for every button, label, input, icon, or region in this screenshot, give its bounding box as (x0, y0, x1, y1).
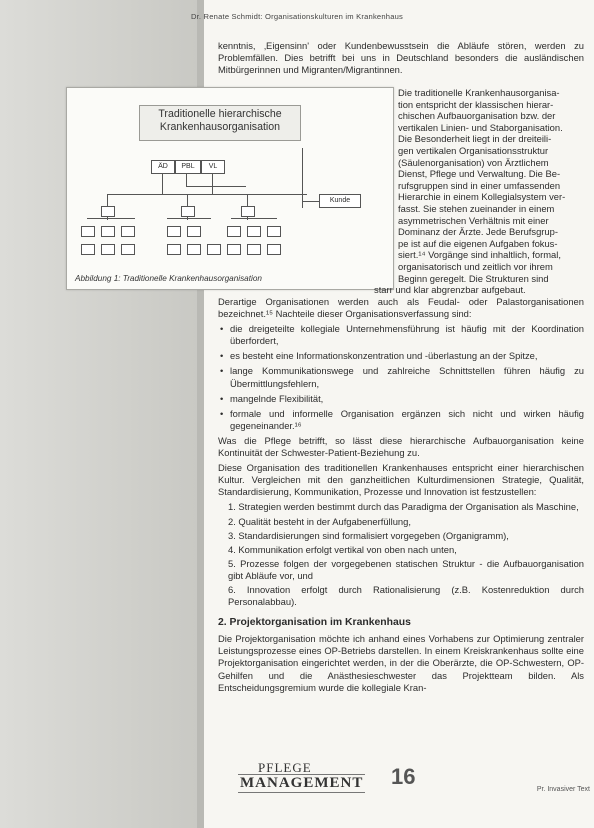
connector (212, 186, 213, 194)
arrow-line (303, 201, 319, 202)
figure-title: Traditionelle hierarchische Krankenhausorganisation (139, 105, 301, 141)
page-footer (238, 760, 594, 810)
figure-org-chart (66, 87, 394, 290)
list-item: 4. Kommunikation erfolgt vertikal von oben nach unten, (228, 543, 457, 555)
culture-list (218, 501, 584, 608)
org-box-low (247, 226, 261, 237)
text-line: fasst. Sie stehen zueinander in einem (398, 202, 555, 214)
connector (302, 148, 303, 208)
connector (107, 194, 307, 195)
connector (107, 194, 108, 206)
org-box-bottom (167, 244, 181, 255)
text-line: vertikalen Linien- und Staborganisation. (398, 121, 563, 133)
paragraph: Diese Organisation des traditionellen Krankenhauses entspricht einer hierarchischen Kultur. Vergleichen mit den ganzheitlichen Kulturdimensionen Strategie, Qualität, Standardisierung, Kommunikation, Prozesse und Innovation ist festzustellen: (218, 462, 584, 498)
connector (247, 194, 248, 206)
paragraph: Die Projektorganisation möchte ich anhand eines Vorhabens zur Optimierung zentraler Leistungsprozesse eines OP-Betriebs darstellen. In einem Kreiskrankenhaus sollte eine Projektorganisation eingerichtet werden, in der die Oberärzte, die OP-Schwestern, OP-Gehilfen und die Anästhesieschwester das Projektteam bilden. Als Entscheidungsgremium wurde die kollegiale Kran- (218, 633, 584, 693)
text-line: gen vertikalen Organisationsstruktur (398, 144, 549, 156)
list-item: 1. Strategien werden bestimmt durch das Paradigma der Organisation als Maschine, (228, 501, 579, 513)
text-line: starr und klar abgrenzbar aufgebaut. (374, 284, 526, 296)
text-line: Die Besonderheit liegt in der dreiteili- (398, 133, 552, 145)
text-line: rufsgruppen sind in einer umfassenden (398, 179, 561, 191)
connector (167, 218, 211, 219)
list-item: • formale und informelle Organisation ergänzen sich nicht und wirken häufig gegeneinander.¹⁶ (218, 408, 584, 432)
org-box-bottom (121, 244, 135, 255)
connector (186, 174, 187, 186)
connector (87, 218, 135, 219)
text-line: Die traditionelle Krankenhausorganisa- (398, 87, 560, 98)
list-item: • die dreigeteilte kollegiale Unternehmensführung ist häufig mit der Koordination überfordert, (218, 323, 584, 347)
text-line: pe ist auf die eigenen Aufgaben fokus- (398, 237, 558, 249)
org-box-vl: VL (201, 160, 225, 174)
text-line: tion entspricht der klassischen hierar- (398, 98, 554, 110)
text-line: Dominanz der Ärzte. Jede Berufsgrup- (398, 226, 558, 238)
text-line: organisatorisch und zeitlich vor ihrem (398, 260, 553, 272)
text-line: asymmetrischen Verhältnis mit einer (398, 214, 549, 226)
side-text (374, 87, 586, 296)
org-box-low (121, 226, 135, 237)
disadvantages-list (218, 323, 584, 432)
list-item: 5. Prozesse folgen der vorgegebenen statischen Struktur - die Aufbauorganisation gibt Abläufe vor, und (228, 557, 584, 581)
org-box-mid (241, 206, 255, 217)
org-box-bottom (207, 244, 221, 255)
org-box-aed: ÄD (151, 160, 175, 174)
connector (247, 216, 248, 220)
list-item: • lange Kommunikationswege und zahlreiche Schnittstellen führen häufig zu Übermittlungsfehlern, (218, 365, 584, 389)
org-box-low (167, 226, 181, 237)
text-line: Dienst, Pflege und Verwaltung. Die Be- (398, 168, 561, 180)
org-box-low (81, 226, 95, 237)
connector (162, 174, 163, 194)
connector (187, 216, 188, 220)
org-box-mid (181, 206, 195, 217)
text-line: chischen Aufbauorganisation bzw. der (398, 110, 556, 122)
org-box-bottom (187, 244, 201, 255)
org-box-bottom (247, 244, 261, 255)
intro-paragraph: kenntnis, ‚Eigensinn' oder Kundenbewusstsein die Abläufe stören, werden zu Problemfällen. Dies betrifft bei uns in Deutschland besonders die ausländischen Mitbürgerinnen und Migranten/Migrantinnen. (218, 40, 584, 76)
org-box-bottom (81, 244, 95, 255)
running-header: Dr. Renate Schmidt: Organisationskulturen im Krankenhaus (190, 12, 404, 21)
paragraph: Was die Pflege betrifft, so lässt diese hierarchische Aufbauorganisation keine Kontinuität der Schwester-Patient-Beziehung zu. (218, 434, 584, 459)
connector (212, 174, 213, 186)
footer-right-text: Pr. Invasiver Text (536, 786, 590, 793)
list-item: 6. Innovation erfolgt durch Rationalisierung (z.B. Kostenreduktion durch Personalabbau). (228, 583, 584, 608)
main-column (218, 296, 584, 697)
figure-caption: Abbildung 1: Traditionelle Krankenhausorganisation (75, 274, 262, 283)
org-box-mid (101, 206, 115, 217)
list-item: • es besteht eine Informationskonzentration und -überlastung an der Spitze, (218, 350, 584, 362)
list-item: 3. Standardisierungen sind formalisiert vorgegeben (Organigramm), (228, 529, 509, 541)
kunde-box: Kunde (319, 194, 361, 208)
brand-logo-bottom: MANAGEMENT (240, 775, 364, 791)
section-heading: 2. Projektorganisation im Krankenhaus (218, 617, 411, 629)
text-line: Hierarchie in einem Kollegialsystem ver- (398, 191, 566, 203)
org-box-low (101, 226, 115, 237)
org-box-low (187, 226, 201, 237)
connector (231, 218, 277, 219)
org-box-bottom (267, 244, 281, 255)
text-line: siert.¹⁴ Vorgänge sind inhaltlich, formal, (398, 249, 561, 261)
list-item: 2. Qualität besteht in der Aufgabenerfüllung, (228, 515, 411, 527)
org-box-low (227, 226, 241, 237)
text-line: (Säulenorganisation) von Ärztlichem (398, 156, 549, 168)
paragraph: Derartige Organisationen werden auch als Feudal- oder Palastorganisationen bezeichnet.¹⁵ Nachteile dieser Organisationsverfassung sind: (218, 296, 584, 320)
connector (187, 194, 188, 206)
text-line: Beginn geregelt. Die Strukturen sind (398, 272, 549, 284)
org-box-bottom (227, 244, 241, 255)
connector (186, 186, 246, 187)
org-box-low (267, 226, 281, 237)
page-number: 16 (391, 764, 416, 789)
connector (107, 216, 108, 220)
org-box-pbl: PBL (175, 160, 201, 174)
list-item: • mangelnde Flexibilität, (218, 393, 584, 405)
org-box-bottom (101, 244, 115, 255)
brand-logo-top: PFLEGE (258, 760, 312, 775)
